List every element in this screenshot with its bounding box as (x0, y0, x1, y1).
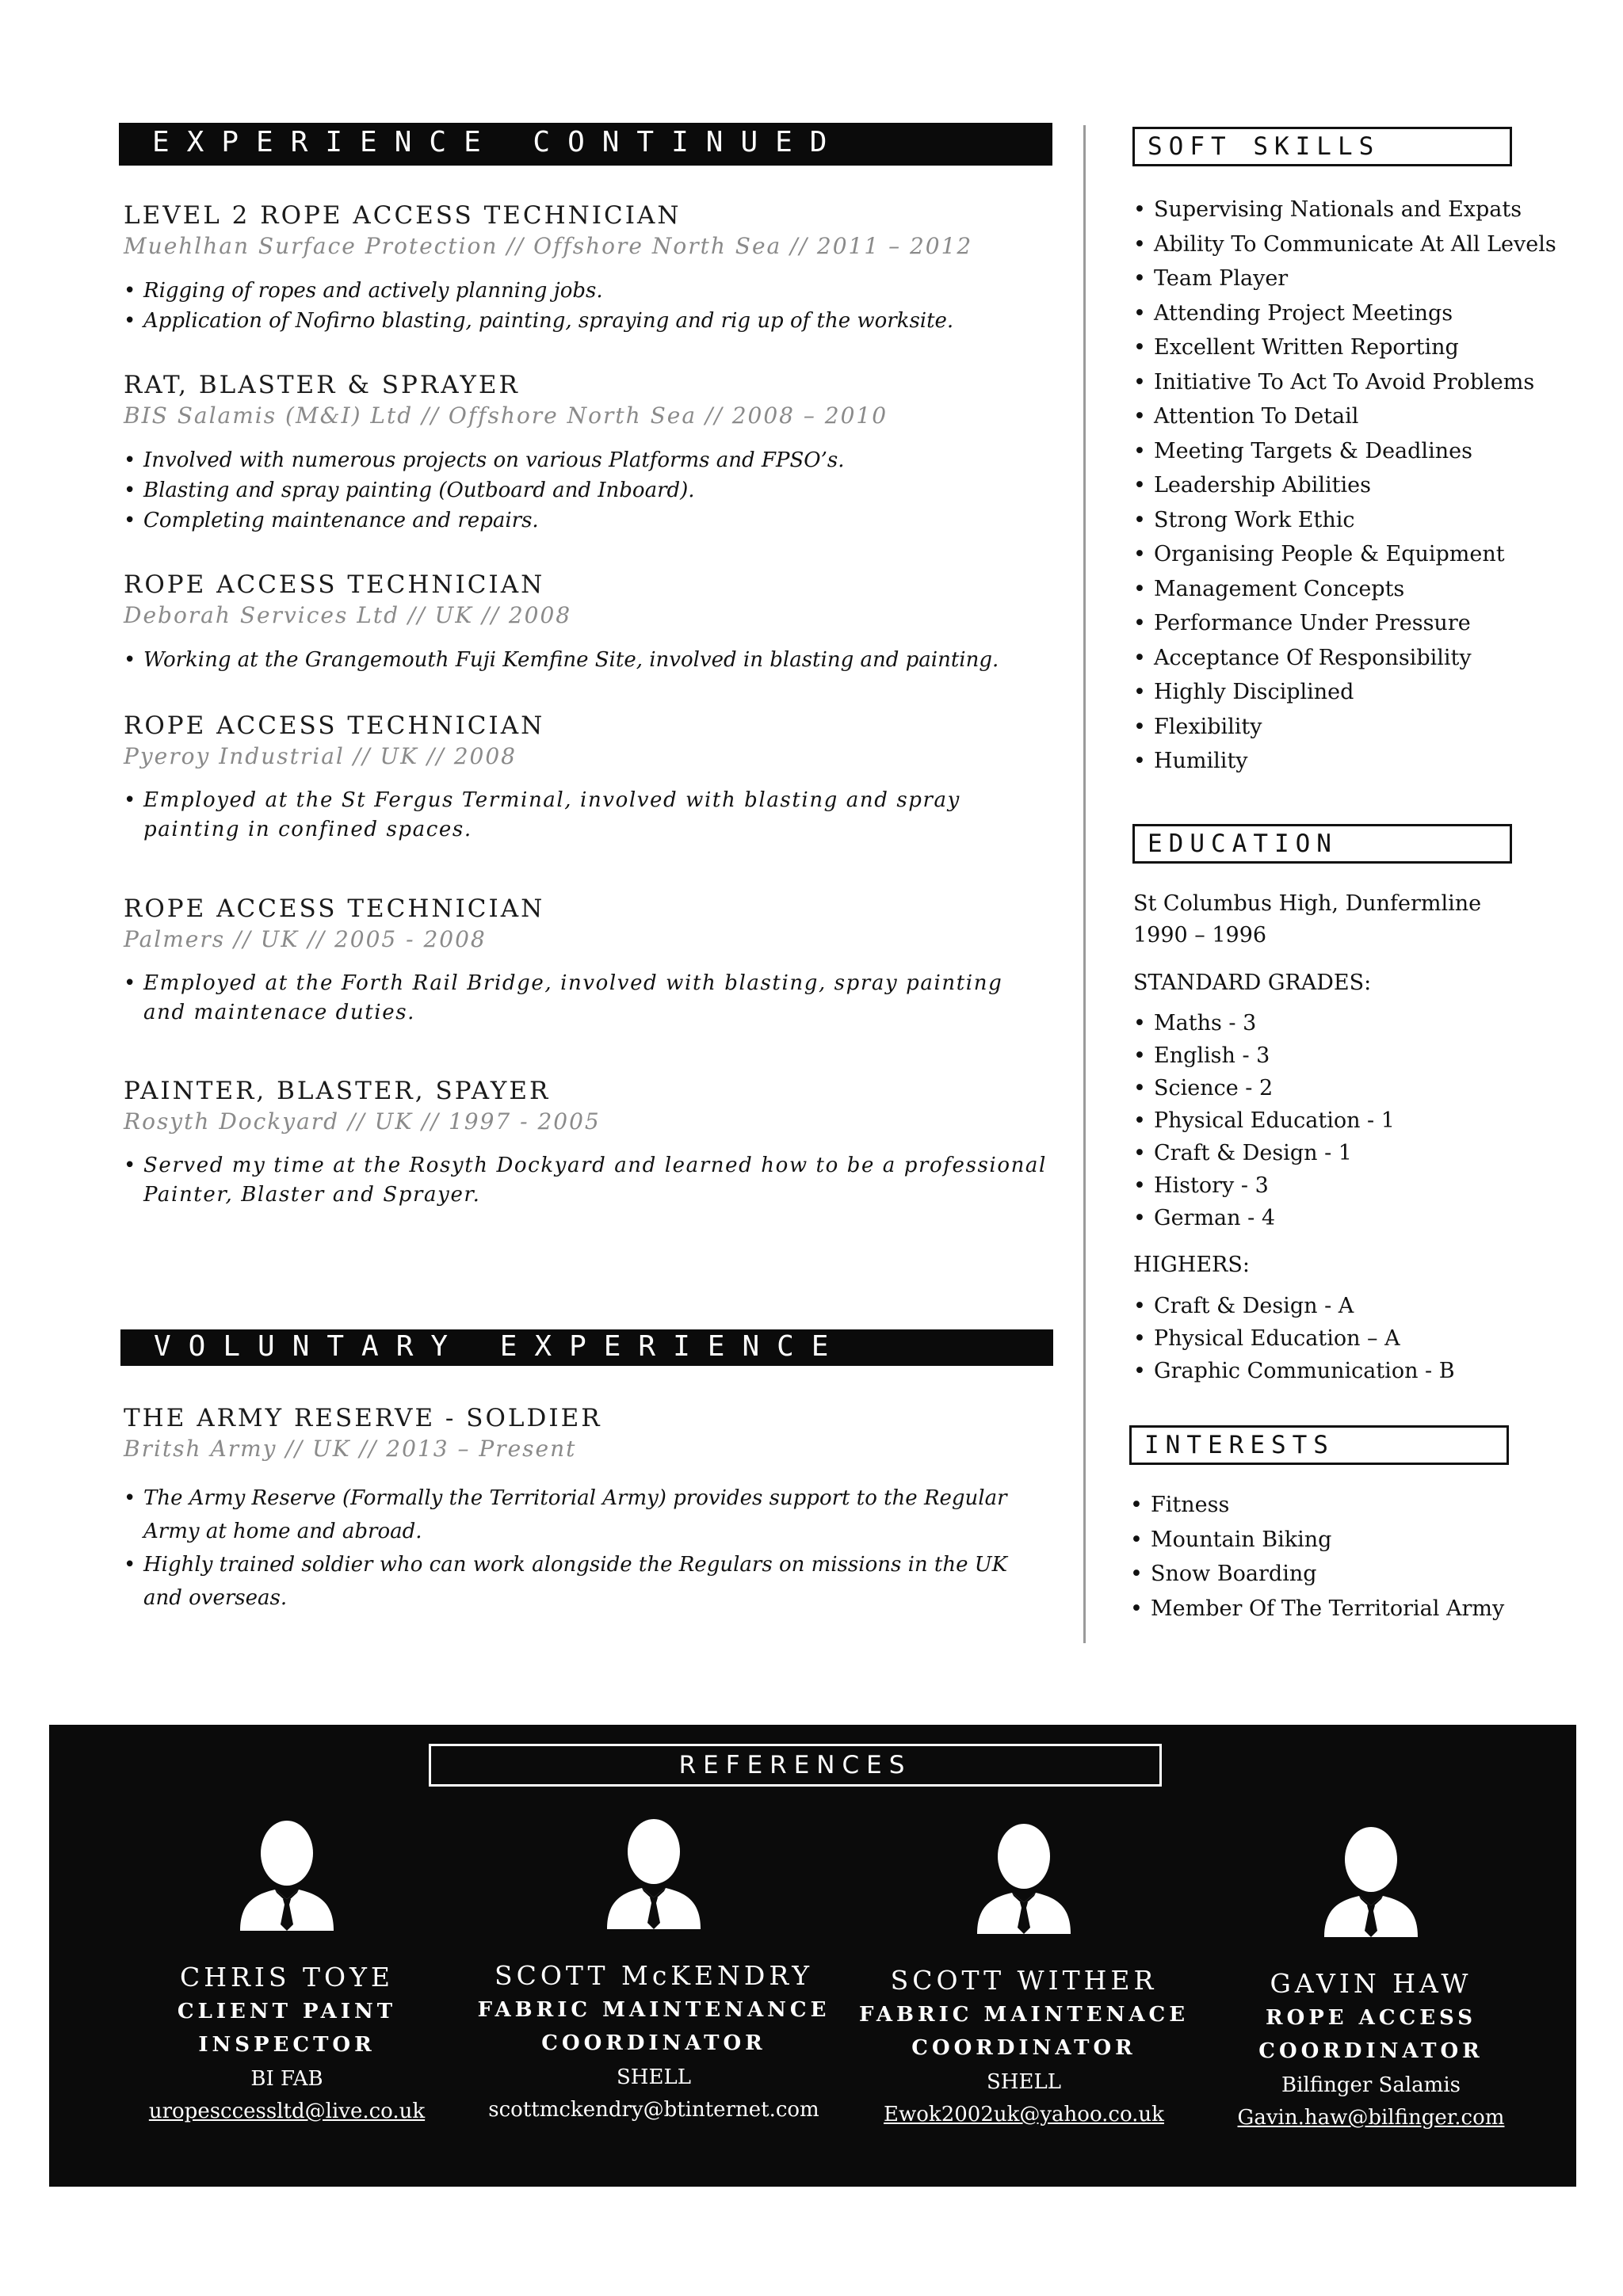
reference-email-link[interactable]: uropesccessltd@live.co.uk (148, 2100, 426, 2123)
references-header-text: REFERENCES (678, 1751, 912, 1779)
highers-list (1133, 1290, 1455, 1387)
soft-skills-list (1133, 193, 1556, 779)
job-bullets (124, 645, 1051, 675)
interest-item: • Mountain Biking (1130, 1523, 1504, 1558)
reference-role: FABRIC MAINTENACE (858, 2003, 1190, 2027)
person-icon (1319, 1826, 1423, 1941)
person-icon (972, 1823, 1075, 1938)
grade-item: • Maths - 3 (1133, 1007, 1395, 1039)
voluntary-bullet: • Highly trained soldier who can work alongside the Regulars on missions in the UK and overseas. (124, 1548, 1051, 1615)
job-entry (124, 1075, 1051, 1210)
job-title: ROPE ACCESS TECHNICIAN (124, 894, 545, 923)
reference-role: FABRIC MAINTENANCE (477, 1998, 831, 2022)
interest-item: • Fitness (1130, 1488, 1504, 1523)
reference-card (1181, 1826, 1561, 2134)
job-entry (124, 710, 1051, 845)
job-bullet: • Employed at the St Fergus Terminal, involved with blasting and spray painting in confined spaces. (124, 786, 1051, 845)
education-header-text: EDUCATION (1148, 830, 1338, 858)
job-bullets (124, 969, 1051, 1028)
skill-item: • Highly Disciplined (1133, 675, 1556, 710)
skill-item: • Initiative To Act To Avoid Problems (1133, 365, 1556, 400)
job-company: Muehlhan Surface Protection // Offshore North Sea // 2011 – 2012 (124, 233, 973, 259)
skill-item: • Team Player (1133, 261, 1556, 296)
education-header (1132, 824, 1512, 864)
reference-email-link[interactable]: Gavin.haw@bilfinger.com (1237, 2106, 1505, 2130)
school-years: 1990 – 1996 (1133, 923, 1267, 948)
job-company: Palmers // UK // 2005 - 2008 (124, 926, 487, 952)
grade-item: • Physical Education - 1 (1133, 1104, 1395, 1137)
voluntary-header-text: VOLUNTARY EXPERIENCE (154, 1330, 846, 1363)
skill-item: • Acceptance Of Responsibility (1133, 641, 1556, 676)
interests-header (1129, 1425, 1509, 1465)
job-company: Pyeroy Industrial // UK // 2008 (124, 743, 517, 769)
voluntary-experience-header (120, 1329, 1053, 1366)
job-bullet: • Blasting and spray painting (Outboard and Inboard). (124, 475, 1051, 505)
reference-company: Bilfinger Salamis (1281, 2073, 1461, 2097)
interests-header-text: INTERESTS (1144, 1431, 1335, 1459)
voluntary-bullet: • The Army Reserve (Formally the Territorial Army) provides support to the Regular Army at home and abroad. (124, 1482, 1051, 1548)
skill-item: • Attending Project Meetings (1133, 296, 1556, 331)
skill-item: • Performance Under Pressure (1133, 606, 1556, 641)
grade-item: • Science - 2 (1133, 1072, 1395, 1104)
job-bullet: • Working at the Grangemouth Fuji Kemfine Site, involved in blasting and painting. (124, 645, 1051, 675)
reference-name: CHRIS TOYE (180, 1962, 394, 1993)
skill-item: • Ability To Communicate At All Levels (1133, 227, 1556, 262)
job-bullets (124, 1151, 1051, 1210)
skill-item: • Organising People & Equipment (1133, 537, 1556, 572)
voluntary-entry (124, 1402, 1051, 1615)
job-title: ROPE ACCESS TECHNICIAN (124, 570, 545, 599)
job-bullets (124, 445, 1051, 536)
reference-email-link[interactable]: scottmckendry@btinternet.com (488, 2098, 819, 2122)
standard-grades-list (1133, 1007, 1395, 1234)
job-title: ROPE ACCESS TECHNICIAN (124, 711, 545, 740)
job-company: Rosyth Dockyard // UK // 1997 - 2005 (124, 1108, 601, 1135)
grade-item: • German - 4 (1133, 1202, 1395, 1234)
skill-item: • Supervising Nationals and Expats (1133, 193, 1556, 227)
grade-item: • English - 3 (1133, 1039, 1395, 1072)
job-bullet: • Served my time at the Rosyth Dockyard and learned how to be a professional Painter, Blaster and Sprayer. (124, 1151, 1051, 1210)
job-entry (124, 893, 1051, 1028)
reference-role: COORDINATOR (541, 2031, 766, 2055)
job-bullet: • Completing maintenance and repairs. (124, 505, 1051, 536)
reference-role: COORDINATOR (911, 2036, 1136, 2060)
references-section (49, 1725, 1576, 2187)
reference-role: INSPECTOR (198, 2033, 376, 2057)
skill-item: • Flexibility (1133, 710, 1556, 745)
grade-item: • Craft & Design - 1 (1133, 1137, 1395, 1169)
job-company: Deborah Services Ltd // UK // 2008 (124, 602, 572, 628)
job-entry (124, 369, 1051, 536)
person-icon (235, 1820, 338, 1935)
voluntary-bullets (124, 1482, 1051, 1615)
school-name: St Columbus High, Dunfermline (1133, 891, 1482, 916)
reference-card (97, 1820, 477, 2128)
person-icon (602, 1818, 705, 1933)
job-company: BIS Salamis (M&I) Ltd // Offshore North Sea // 2008 – 2010 (124, 402, 888, 429)
reference-role: CLIENT PAINT (177, 2000, 397, 2023)
job-title: PAINTER, BLASTER, SPAYER (124, 1077, 551, 1105)
reference-card (464, 1818, 844, 2126)
experience-header-text: EXPERIENCE CONTINUED (152, 126, 845, 158)
interest-item: • Member Of The Territorial Army (1130, 1592, 1504, 1627)
reference-role: ROPE ACCESS (1265, 2006, 1477, 2030)
reference-email-link[interactable]: Ewok2002uk@yahoo.co.uk (884, 2103, 1164, 2126)
reference-company: SHELL (617, 2065, 691, 2089)
job-bullet: • Involved with numerous projects on various Platforms and FPSO’s. (124, 445, 1051, 475)
highers-label: HIGHERS: (1133, 1253, 1250, 1277)
job-entry (124, 569, 1051, 675)
skill-item: • Strong Work Ethic (1133, 503, 1556, 538)
skill-item: • Attention To Detail (1133, 399, 1556, 434)
standard-grades-label: STANDARD GRADES: (1133, 971, 1372, 995)
soft-skills-header (1132, 127, 1512, 166)
job-title: RAT, BLASTER & SPRAYER (124, 371, 520, 399)
reference-company: SHELL (987, 2070, 1061, 2094)
references-header (429, 1744, 1162, 1787)
reference-name: SCOTT WITHER (890, 1965, 1158, 1996)
job-bullets (124, 786, 1051, 845)
reference-card (834, 1823, 1214, 2131)
skill-item: • Meeting Targets & Deadlines (1133, 434, 1556, 469)
skill-item: • Humility (1133, 744, 1556, 779)
job-bullet: • Employed at the Forth Rail Bridge, involved with blasting, spray painting and maintenace duties. (124, 969, 1051, 1028)
experience-continued-header (119, 123, 1052, 166)
skill-item: • Leadership Abilities (1133, 468, 1556, 503)
reference-name: GAVIN HAW (1270, 1968, 1472, 1999)
interests-list (1130, 1488, 1504, 1626)
interest-item: • Snow Boarding (1130, 1557, 1504, 1592)
skill-item: • Excellent Written Reporting (1133, 330, 1556, 365)
grade-item: • History - 3 (1133, 1169, 1395, 1202)
grade-item: • Physical Education – A (1133, 1322, 1455, 1355)
reference-role: COORDINATOR (1258, 2039, 1484, 2063)
reference-name: SCOTT McKENDRY (495, 1960, 813, 1991)
reference-company: BI FAB (250, 2067, 323, 2091)
column-divider (1083, 125, 1086, 1643)
skill-item: • Management Concepts (1133, 572, 1556, 607)
grade-item: • Graphic Communication - B (1133, 1355, 1455, 1387)
job-title: LEVEL 2 ROPE ACCESS TECHNICIAN (124, 201, 682, 230)
job-bullets (124, 276, 1051, 336)
soft-skills-header-text: SOFT SKILLS (1148, 132, 1381, 161)
job-bullet: • Application of Nofirno blasting, painting, spraying and rig up of the worksite. (124, 306, 1051, 336)
voluntary-org: Britsh Army // UK // 2013 – Present (124, 1436, 577, 1462)
voluntary-title: THE ARMY RESERVE - SOLDIER (124, 1404, 602, 1432)
job-entry (124, 200, 1051, 336)
job-bullet: • Rigging of ropes and actively planning jobs. (124, 276, 1051, 306)
grade-item: • Craft & Design - A (1133, 1290, 1455, 1322)
